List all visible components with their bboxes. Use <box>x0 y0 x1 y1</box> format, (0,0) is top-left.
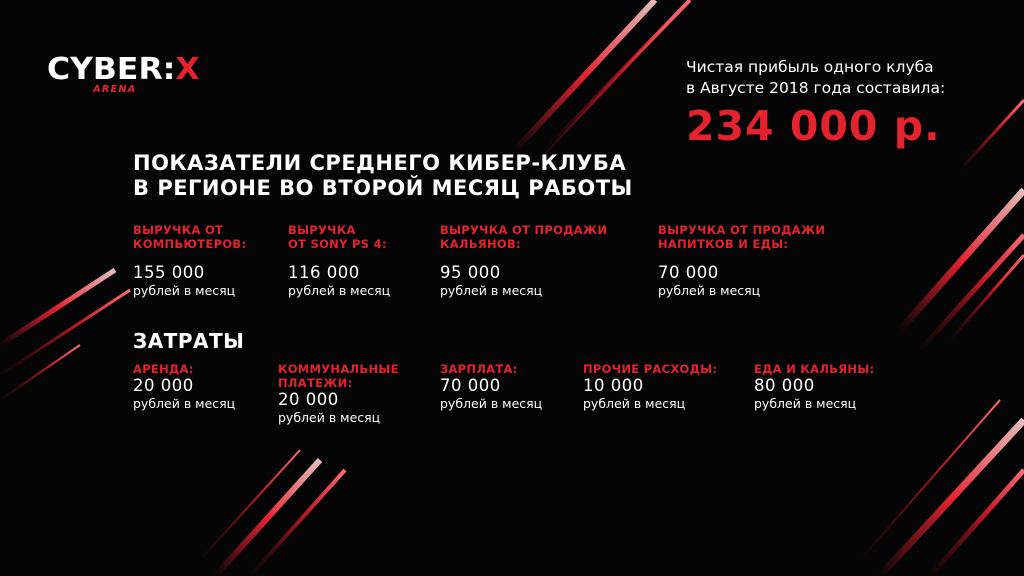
revenue-label-line1: ВЫРУЧКА ОТ <box>133 223 224 237</box>
revenue-unit: рублей в месяц <box>440 283 543 298</box>
cost-item-utilities <box>278 362 428 426</box>
logo-separator: : <box>162 52 176 87</box>
revenue-label-line2: НАПИТКОВ И ЕДЫ: <box>658 237 789 251</box>
revenue-label-line1: ВЫРУЧКА ОТ ПРОДАЖИ <box>658 223 826 237</box>
cost-unit: рублей в месяц <box>133 396 236 411</box>
stripes-left <box>0 270 130 400</box>
page-title-line1: ПОКАЗАТЕЛИ СРЕДНЕГО КИБЕР-КЛУБА <box>133 151 627 175</box>
revenue-item-ps4 <box>288 223 428 299</box>
cost-item-food-hookahs <box>754 362 904 412</box>
revenue-unit: рублей в месяц <box>288 283 391 298</box>
revenue-label-line1: ВЫРУЧКА ОТ ПРОДАЖИ <box>440 223 608 237</box>
logo-mark: X <box>175 52 200 87</box>
revenue-label-line1: ВЫРУЧКА <box>288 223 356 237</box>
profit-value: 234 000 р. <box>686 102 941 150</box>
cost-value: 20 000 <box>133 376 194 395</box>
profit-caption-line1: Чистая прибыль одного клуба <box>686 58 934 76</box>
logo-brand: CYBER <box>47 52 163 87</box>
cost-label: АРЕНДА: <box>133 362 194 376</box>
cost-item-other <box>583 362 743 412</box>
revenue-item-computers <box>133 223 273 299</box>
revenue-item-drinks-food <box>658 223 858 299</box>
page-title <box>133 151 693 201</box>
cost-label-line2: ПЛАТЕЖИ: <box>278 376 353 390</box>
cost-unit: рублей в месяц <box>278 410 381 425</box>
revenue-label-line2: КОМПЬЮТЕРОВ: <box>133 237 247 251</box>
revenue-item-hookahs <box>440 223 640 299</box>
revenue-value: 155 000 <box>133 263 205 282</box>
revenue-unit: рублей в месяц <box>133 283 236 298</box>
stripes-bottom-right <box>860 400 1024 576</box>
revenue-label-line2: ОТ SONY PS 4: <box>288 237 387 251</box>
cost-value: 10 000 <box>583 376 644 395</box>
cost-unit: рублей в месяц <box>754 396 857 411</box>
revenue-value: 116 000 <box>288 263 360 282</box>
logo-subtitle: ARENA <box>93 84 137 95</box>
cost-unit: рублей в месяц <box>440 396 543 411</box>
logo-wordmark <box>47 52 200 87</box>
revenue-value: 70 000 <box>658 263 719 282</box>
stripes-top <box>515 0 690 170</box>
profit-caption-line2: в Августе 2018 года составила: <box>686 79 946 97</box>
page-title-line2: В РЕГИОНЕ ВО ВТОРОЙ МЕСЯЦ РАБОТЫ <box>133 176 633 200</box>
stripes-bottom <box>200 450 345 576</box>
revenue-unit: рублей в месяц <box>658 283 761 298</box>
cost-label-line1: КОММУНАЛЬНЫЕ <box>278 362 399 376</box>
revenue-label-line2: КАЛЬЯНОВ: <box>440 237 521 251</box>
cost-value: 80 000 <box>754 376 815 395</box>
cost-unit: рублей в месяц <box>583 396 686 411</box>
cyber-x-arena-logo <box>47 50 237 100</box>
costs-heading: ЗАТРАТЫ <box>133 329 245 353</box>
revenue-value: 95 000 <box>440 263 501 282</box>
cost-label: ЕДА И КАЛЬЯНЫ: <box>754 362 875 376</box>
cost-label: ПРОЧИЕ РАСХОДЫ: <box>583 362 718 376</box>
cost-label: ЗАРПЛАТА: <box>440 362 518 376</box>
cost-value: 70 000 <box>440 376 501 395</box>
profit-caption <box>686 57 986 99</box>
cost-item-salary <box>440 362 580 412</box>
cost-value: 20 000 <box>278 390 339 409</box>
cost-item-rent <box>133 362 273 412</box>
